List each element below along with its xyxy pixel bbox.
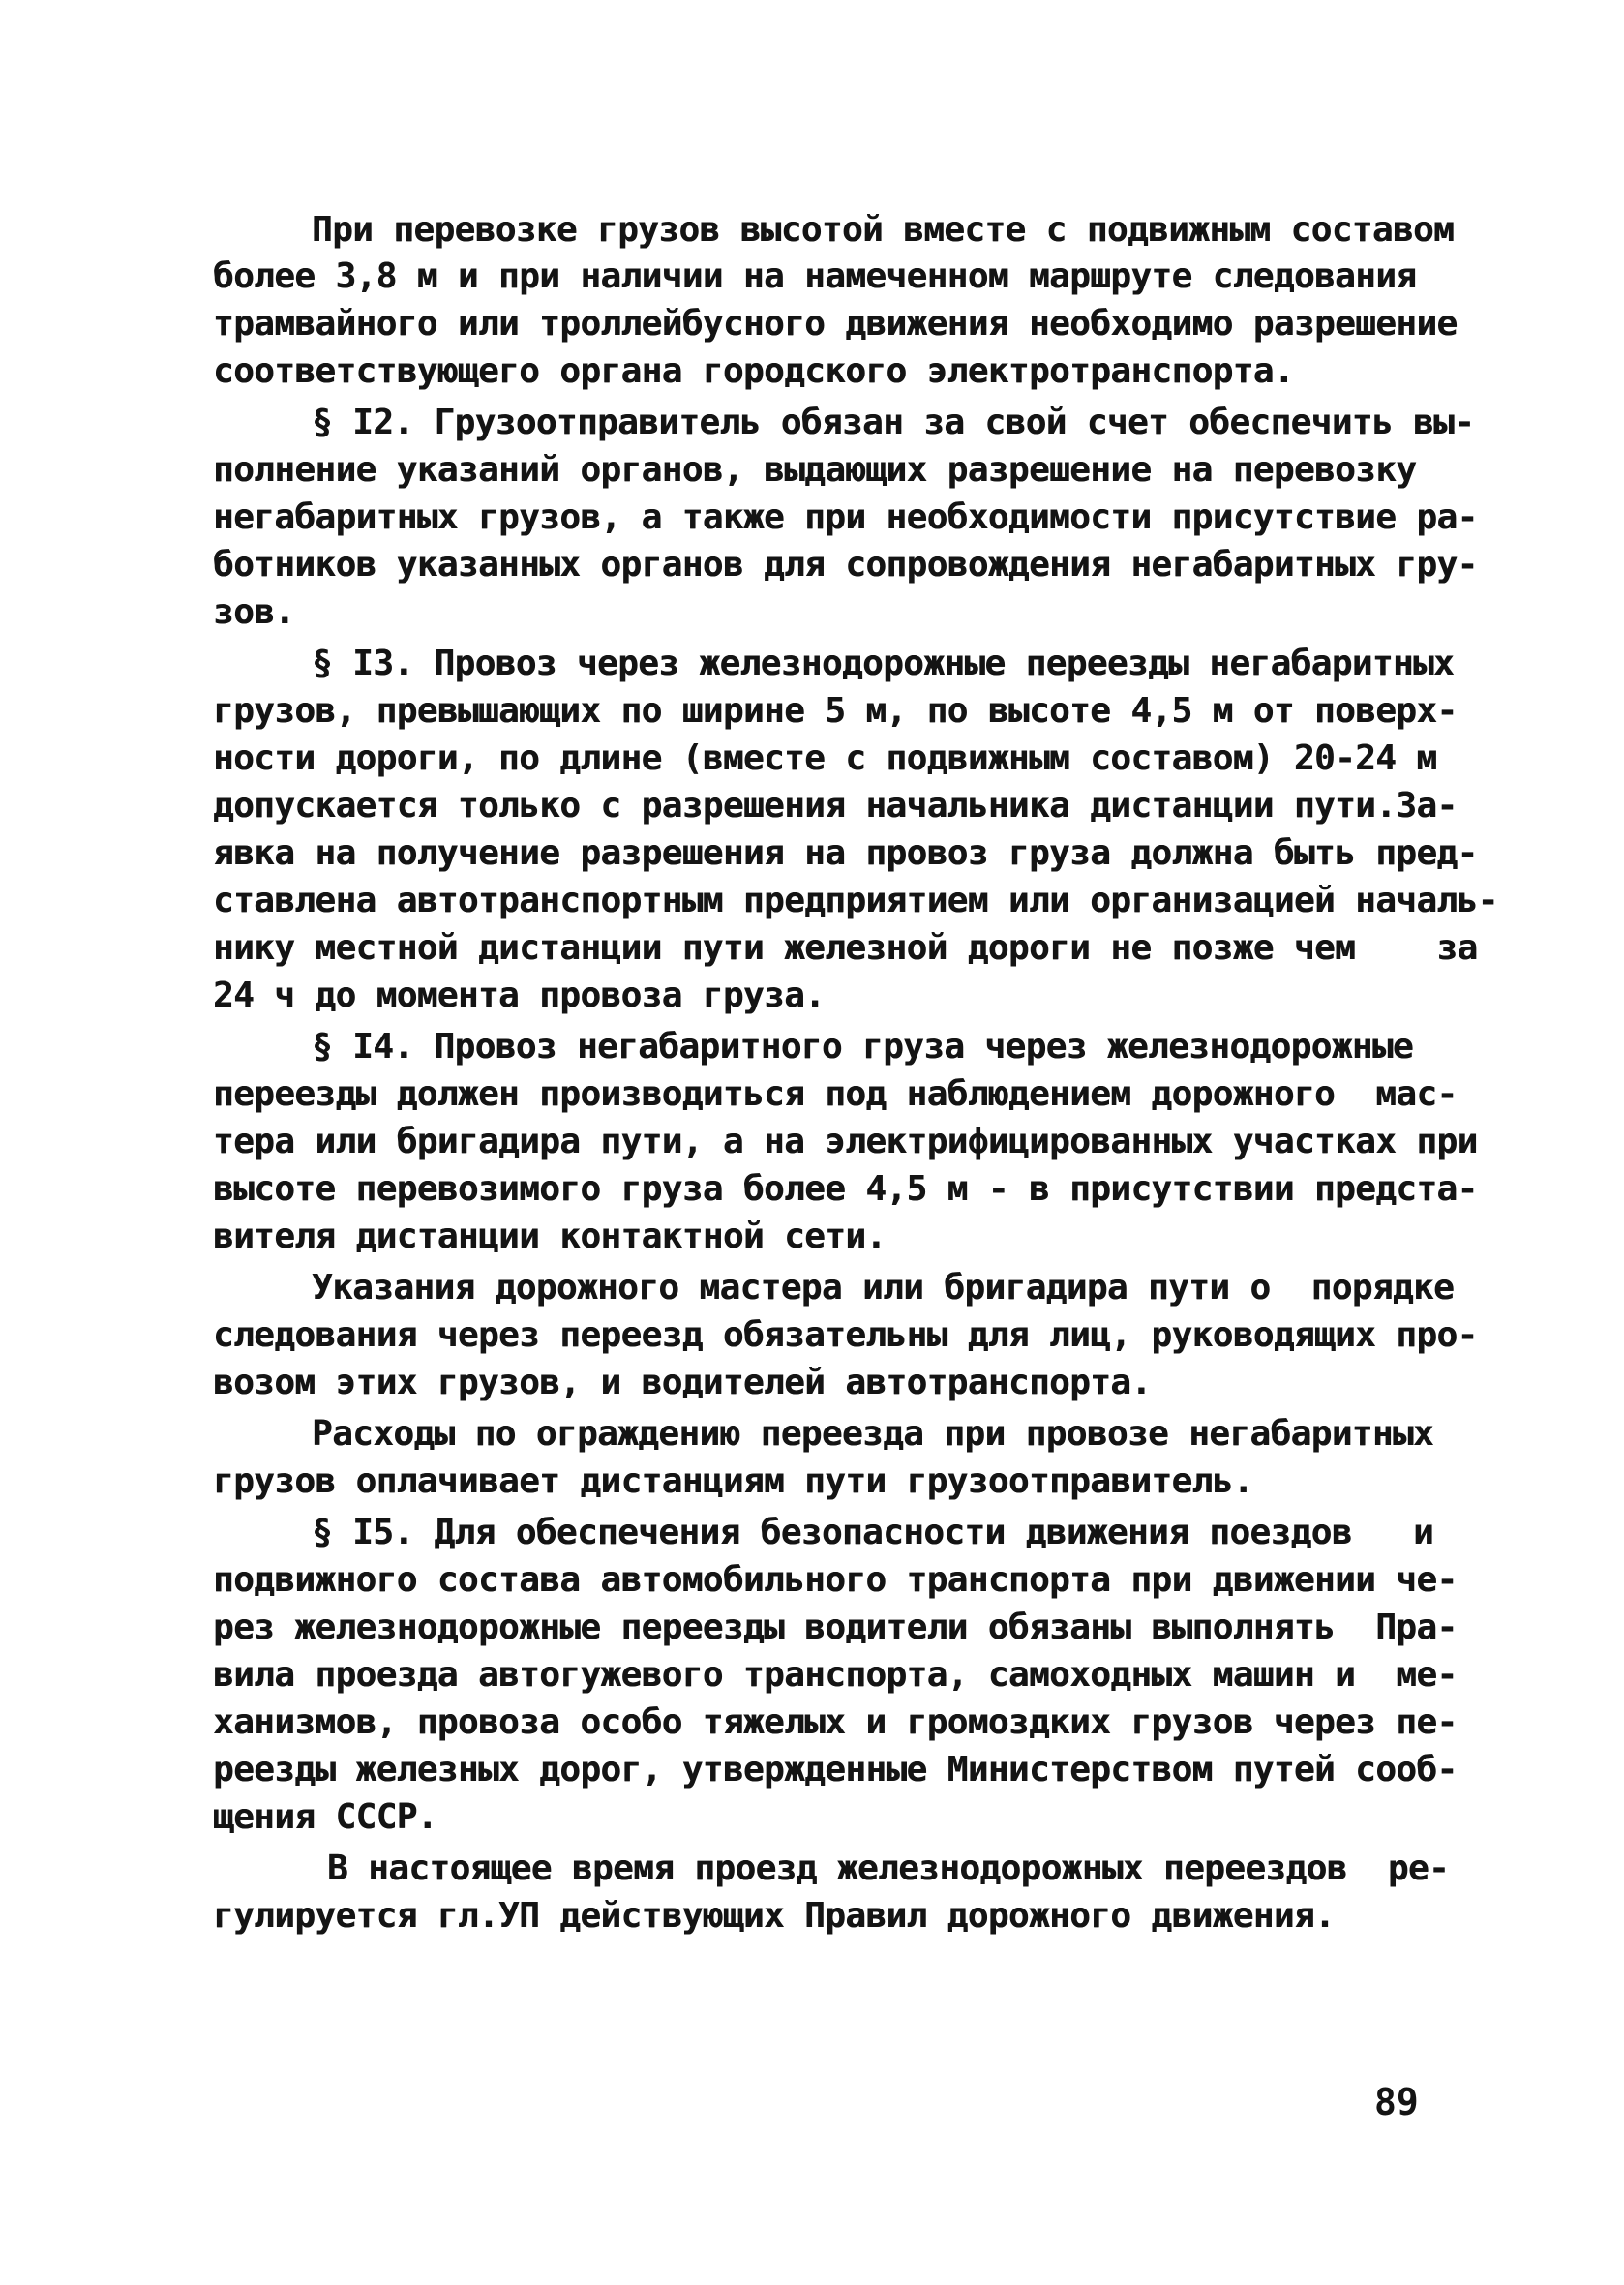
- text-line: § I3. Провоз через железнодорожные переезды негабаритных: [312, 644, 1455, 683]
- text-line: нику местной дистанции пути железной дороги не позже чем за: [213, 928, 1478, 968]
- text-line: В настоящее время проезд железнодорожных переездов ре-: [327, 1849, 1450, 1888]
- text-line: рез железнодорожные переезды водители обязаны выполнять Пра-: [213, 1608, 1458, 1647]
- text-line: высоте перевозимого груза более 4,5 м - в присутствии предста-: [213, 1169, 1478, 1209]
- text-line: Расходы по ограждению переезда при провозе негабаритных: [312, 1414, 1434, 1454]
- text-line: ставлена автотранспортным предприятием или организацией началь-: [213, 881, 1498, 920]
- text-line: Указания дорожного мастера или бригадира пути о порядке: [312, 1268, 1455, 1308]
- text-line: следования через переезд обязательны для лиц, руководящих про-: [213, 1315, 1478, 1355]
- text-line: возом этих грузов, и водителей автотранспорта.: [213, 1363, 1152, 1402]
- text-line: переезды должен производиться под наблюдением дорожного мас-: [213, 1074, 1458, 1114]
- text-line: грузов оплачивает дистанциям пути грузоотправитель.: [213, 1461, 1253, 1501]
- text-line: более 3,8 м и при наличии на намеченном маршруте следования: [213, 256, 1417, 296]
- text-line: 24 ч до момента провоза груза.: [213, 976, 826, 1015]
- text-line: При перевозке грузов высотой вместе с подвижным составом: [312, 210, 1455, 250]
- text-line: ханизмов, провоза особо тяжелых и громоздких грузов через пе-: [213, 1702, 1458, 1742]
- text-line: щения СССР.: [213, 1797, 437, 1837]
- text-line: гулируется гл.УП действующих Правил дорожного движения.: [213, 1896, 1336, 1936]
- text-line: грузов, превышающих по ширине 5 м, по высоте 4,5 м от поверх-: [213, 691, 1458, 731]
- text-line: ботников указанных органов для сопровождения негабаритных гру-: [213, 545, 1478, 585]
- text-line: трамвайного или троллейбусного движения необходимо разрешение: [213, 304, 1458, 344]
- text-line: ности дороги, по длине (вместе с подвижным составом) 20-24 м: [213, 738, 1437, 778]
- text-line: допускается только с разрешения начальника дистанции пути.За-: [213, 786, 1458, 826]
- page-number: 89: [1374, 2081, 1419, 2123]
- text-line: подвижного состава автомобильного транспорта при движении че-: [213, 1560, 1458, 1600]
- text-line: вила проезда автогужевого транспорта, самоходных машин и ме-: [213, 1655, 1458, 1695]
- text-line: зов.: [213, 592, 295, 632]
- text-line: § I2. Грузоотправитель обязан за свой счет обеспечить вы-: [312, 403, 1475, 442]
- text-line: вителя дистанции контактной сети.: [213, 1217, 887, 1256]
- text-line: реезды железных дорог, утвержденные Министерством путей сооб-: [213, 1750, 1458, 1789]
- text-line: § I4. Провоз негабаритного груза через железнодорожные: [312, 1027, 1413, 1067]
- text-line: явка на получение разрешения на провоз груза должна быть пред-: [213, 833, 1478, 873]
- text-line: соответствующего органа городского электротранспорта.: [213, 351, 1294, 391]
- text-line: тера или бригадира пути, а на электрифицированных участках при: [213, 1122, 1478, 1161]
- text-line: негабаритных грузов, а также при необходимости присутствие ра-: [213, 497, 1478, 537]
- text-line: полнение указаний органов, выдающих разрешение на перевозку: [213, 450, 1417, 490]
- text-line: § I5. Для обеспечения безопасности движения поездов и: [312, 1513, 1434, 1552]
